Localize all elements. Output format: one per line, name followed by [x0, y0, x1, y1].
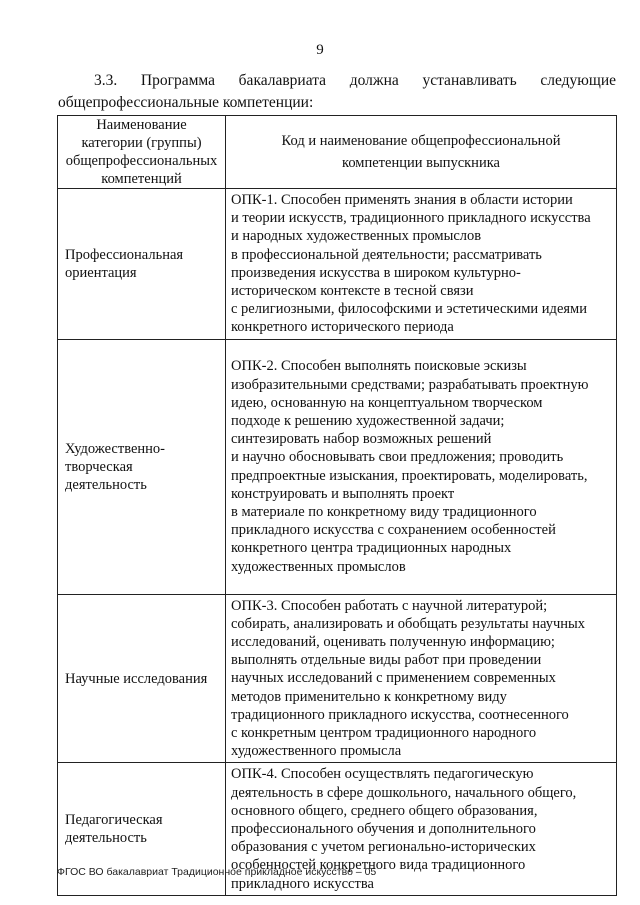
- description-line: деятельность в сфере дошкольного, начального общего,: [231, 784, 577, 801]
- header-category-line: категории (группы): [81, 135, 202, 151]
- category-line: деятельность: [65, 830, 147, 847]
- table-row: [58, 339, 617, 594]
- description-line: и научно обосновывать свои предложения; проводить: [231, 449, 564, 466]
- description-line: собирать, анализировать и обобщать результаты научных: [231, 615, 586, 632]
- description-line: конкретного центра традиционных народных: [231, 540, 512, 557]
- category-line: творческая: [65, 458, 133, 475]
- description-line: ОПК-3. Способен работать с научной литературой;: [231, 597, 548, 614]
- description-line: ОПК-4. Способен осуществлять педагогическую: [231, 766, 534, 783]
- description-line: художественных промыслов: [231, 558, 406, 575]
- description-cell: [226, 189, 617, 340]
- intro-word: должна: [349, 72, 399, 89]
- intro-word: бакалавриата: [238, 72, 327, 89]
- description-line: конкретного исторического периода: [231, 319, 454, 336]
- description-line: традиционного прикладного искусства, соотнесенного: [231, 706, 569, 723]
- intro-paragraph: [58, 70, 616, 114]
- description-line: идею, основанную на концептуальном творческом: [231, 394, 543, 411]
- category-line: Педагогическая: [65, 812, 163, 829]
- header-code-cell: [226, 116, 617, 189]
- category-cell: [58, 339, 226, 594]
- intro-word: устанавливать: [422, 72, 517, 89]
- header-code-line: Код и наименование общепрофессиональной: [281, 133, 561, 149]
- intro-word: Программа: [140, 72, 215, 89]
- category-cell: [58, 189, 226, 340]
- intro-line-1: [58, 70, 616, 92]
- page-number: 9: [316, 42, 324, 58]
- category-line: деятельность: [65, 476, 147, 493]
- description-line: ОПК-2. Способен выполнять поисковые эскизы: [231, 358, 527, 375]
- description-cell: [226, 339, 617, 594]
- description-line: образования с учетом регионально-исторических: [231, 839, 536, 856]
- table-row: [58, 594, 617, 763]
- intro-word: 3.3.: [94, 72, 118, 89]
- category-cell: [58, 594, 226, 763]
- header-category-cell: [58, 116, 226, 189]
- table-row: [58, 189, 617, 340]
- description-line: в материале по конкретному виду традиционного: [231, 504, 537, 521]
- description-line: художественного промысла: [231, 743, 402, 760]
- description-line: с конкретным центром традиционного народного: [231, 725, 537, 742]
- header-category-line: компетенций: [101, 171, 182, 187]
- description-line: прикладного искусства: [231, 875, 374, 892]
- description-line: конструировать и выполнять проект: [231, 485, 455, 502]
- description-line: особенностей конкретного вида традиционного: [231, 857, 526, 874]
- document-footer: ФГОС ВО бакалавриат Традиционное прикладное искусство – 05: [57, 866, 377, 878]
- description-line: с религиозными, философскими и эстетическими идеями: [231, 301, 587, 318]
- header-code-line: компетенции выпускника: [342, 155, 500, 171]
- description-line: исследований, оценивать полученную информацию;: [231, 634, 555, 651]
- description-line: основного общего, среднего общего образования,: [231, 802, 538, 819]
- category-line: Профессиональная: [65, 246, 184, 263]
- description-line: научных исследований с применением современных: [231, 670, 556, 687]
- description-line: изобразительными средствами; разрабатывать проектную: [231, 376, 589, 393]
- description-line: и теории искусств, традиционного прикладного искусства: [231, 210, 591, 227]
- description-line: и народных художественных промыслов: [231, 228, 482, 245]
- header-category-line: Наименование: [96, 117, 187, 133]
- header-category-line: общепрофессиональных: [65, 153, 218, 169]
- intro-word: следующие: [540, 72, 616, 89]
- description-line: подходе к решению художественной задачи;: [231, 413, 505, 430]
- description-cell: [226, 594, 617, 763]
- competencies-table: [57, 115, 617, 896]
- description-line: прикладного искусства с сохранением особенностей: [231, 522, 556, 539]
- description-line: историческом контексте в тесной связи: [231, 283, 474, 300]
- description-line: методов применительно к конкретному виду: [231, 688, 507, 705]
- table-header-row: [58, 116, 617, 189]
- description-line: в профессиональной деятельности; рассматривать: [231, 246, 542, 263]
- description-line: синтезировать набор возможных решений: [231, 431, 492, 448]
- category-line: ориентация: [65, 264, 137, 281]
- description-line: произведения искусства в широком культурно-: [231, 264, 521, 281]
- description-line: выполнять отдельные виды работ при проведении: [231, 652, 542, 669]
- category-line: Научные исследования: [65, 670, 208, 687]
- description-line: профессионального обучения и дополнительного: [231, 821, 536, 838]
- description-line: ОПК-1. Способен применять знания в области истории: [231, 192, 573, 208]
- intro-line-2: общепрофессиональные компетенции:: [58, 94, 314, 111]
- description-line: предпроектные изыскания, проектировать, моделировать,: [231, 467, 588, 484]
- category-line: Художественно-: [65, 440, 165, 457]
